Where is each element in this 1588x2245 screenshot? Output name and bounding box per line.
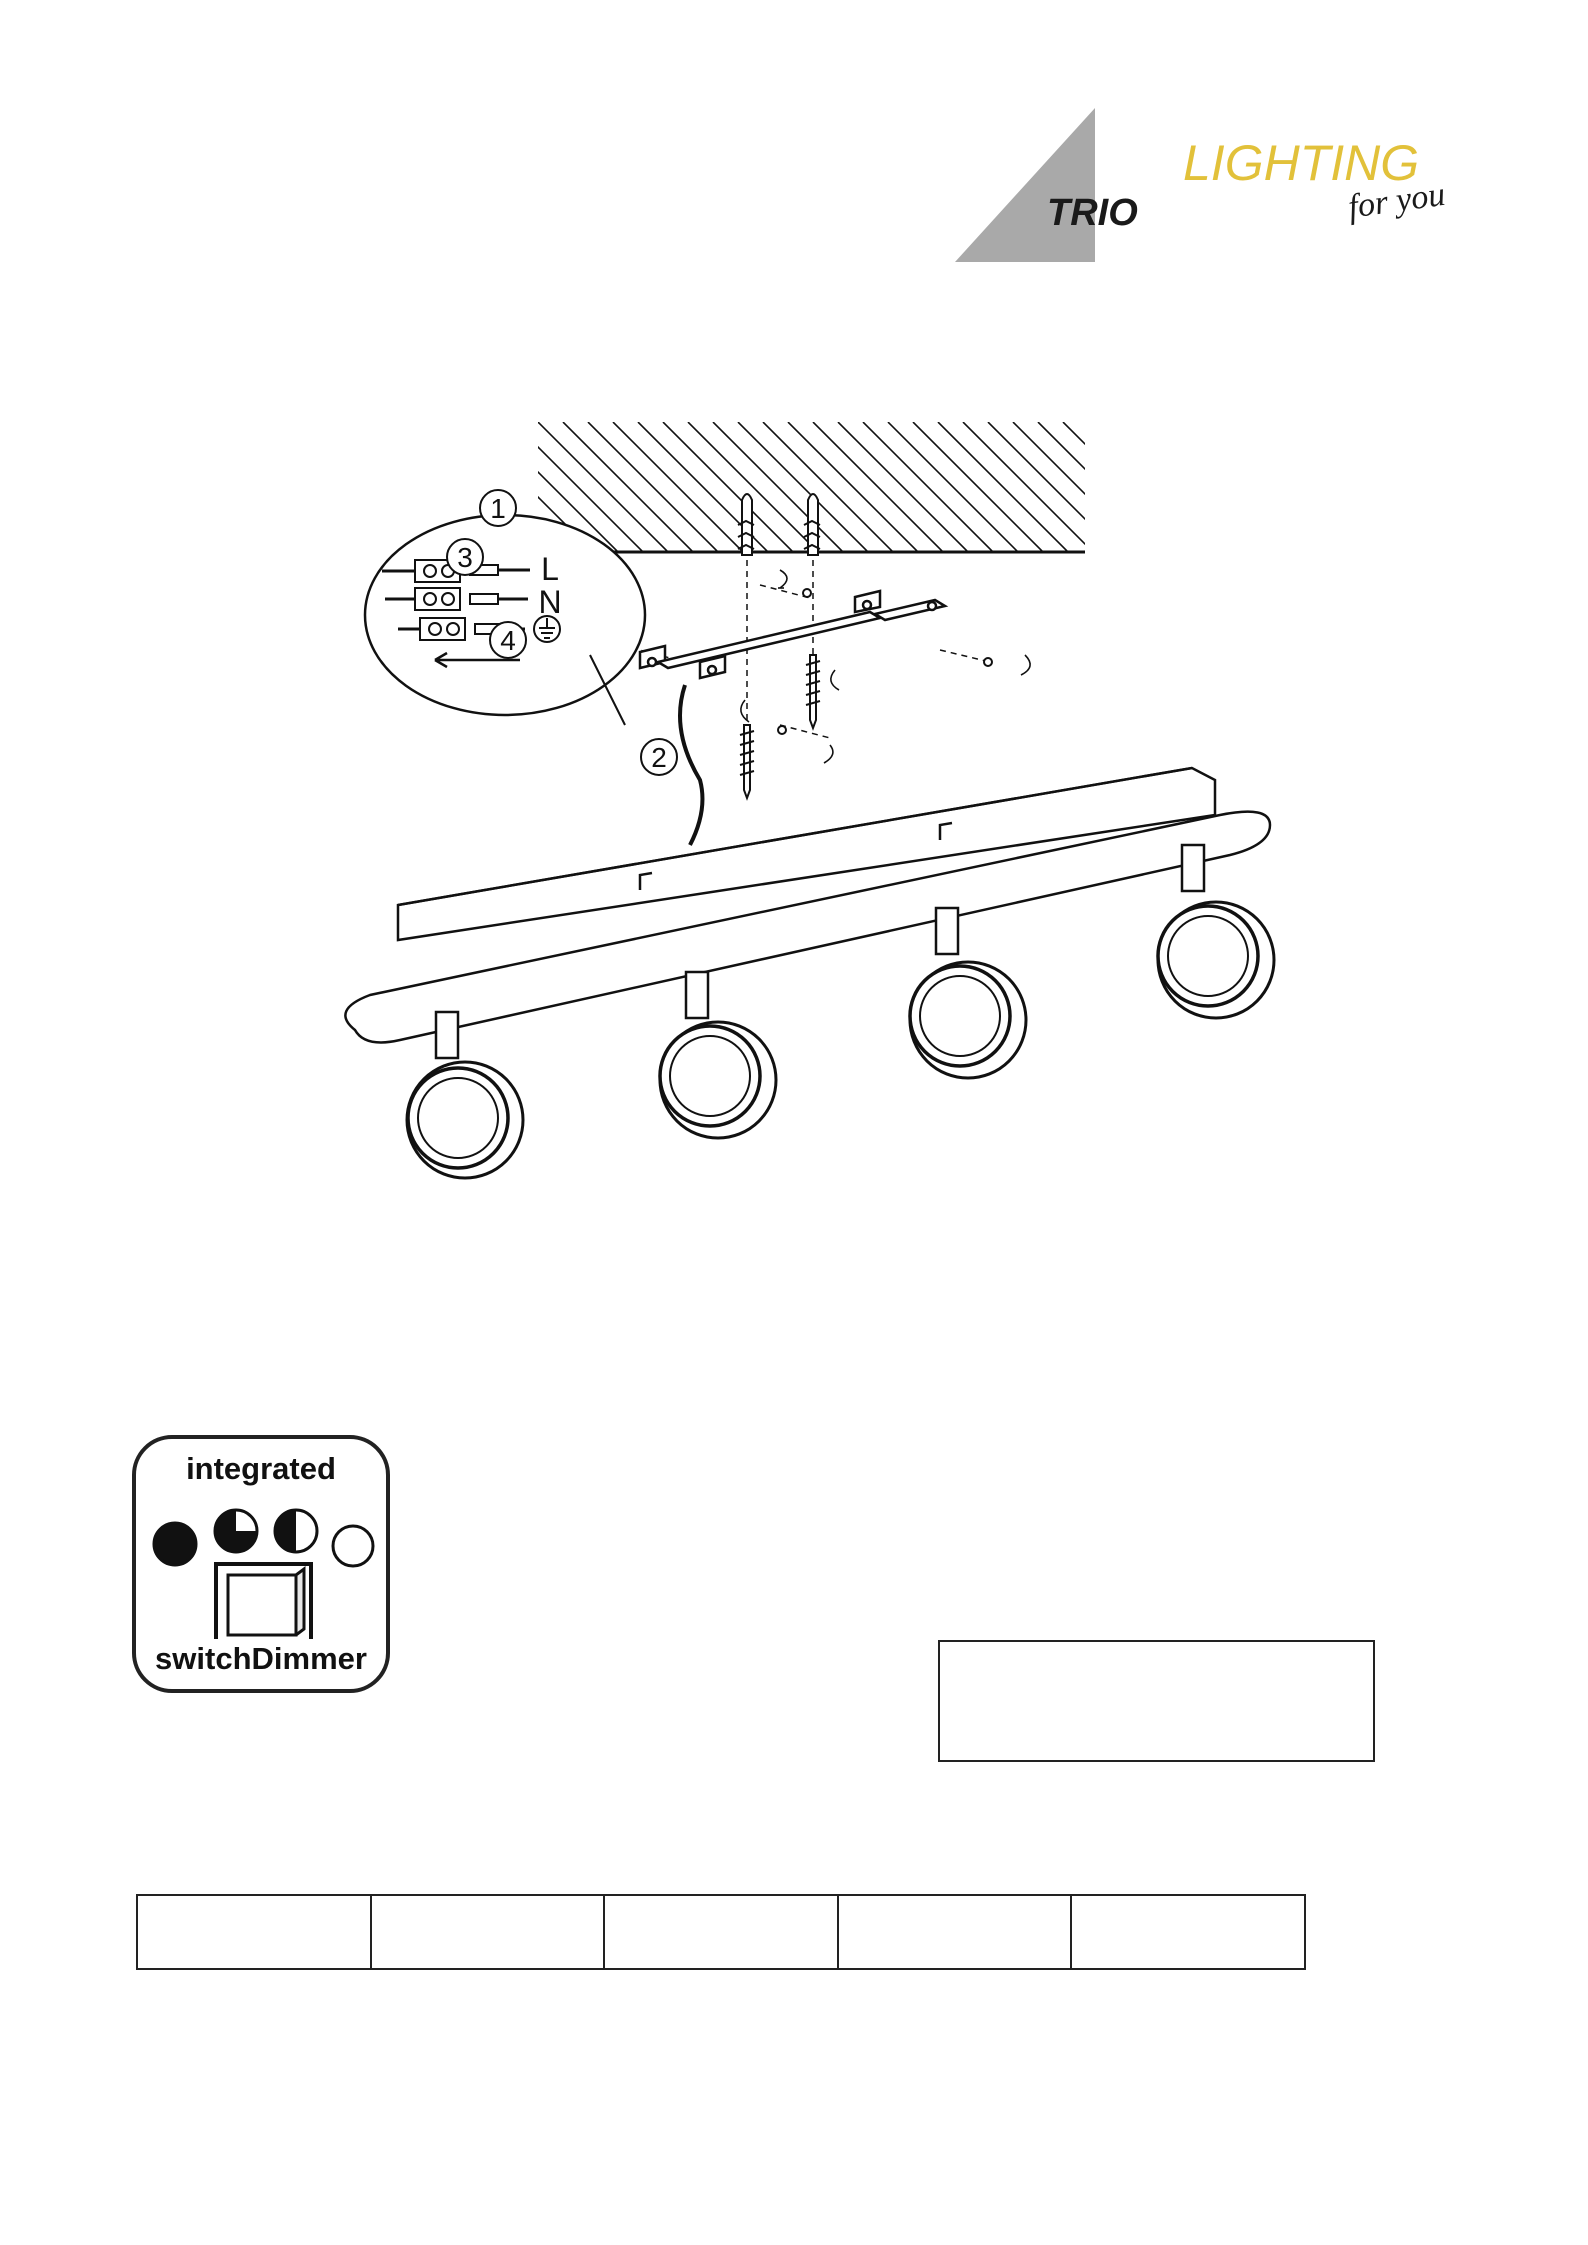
full-circle-icon — [154, 1523, 196, 1565]
logo-triangle — [955, 108, 1095, 262]
spec-table — [136, 1894, 1306, 1970]
step-3-label: 3 — [457, 542, 473, 573]
logo-tagline-main: LIGHTING — [1183, 135, 1420, 191]
spotlight — [1158, 845, 1274, 1018]
wiring-terminal — [365, 515, 645, 725]
step-1-label: 1 — [490, 493, 506, 524]
table-cell — [137, 1895, 371, 1969]
table-cell — [1071, 1895, 1305, 1969]
table-cell — [838, 1895, 1072, 1969]
switch-icon — [216, 1564, 311, 1639]
logo-brand-name: TRIO — [1047, 192, 1138, 234]
dimmer-icons — [136, 1489, 386, 1639]
live-label: L — [541, 551, 559, 587]
spotlight — [660, 972, 776, 1138]
mounting-bracket — [640, 591, 945, 678]
table-row — [137, 1895, 1305, 1969]
blank-info-box — [938, 1640, 1375, 1762]
step-4-label: 4 — [500, 625, 516, 656]
installation-diagram — [340, 400, 1340, 1230]
neutral-label: N — [538, 584, 562, 620]
empty-circle-icon — [333, 1526, 373, 1566]
table-cell — [604, 1895, 838, 1969]
lamp-rail — [345, 768, 1270, 1042]
table-cell — [371, 1895, 605, 1969]
badge-top-label: integrated — [186, 1451, 336, 1486]
step-2-label: 2 — [651, 742, 667, 773]
spotlight — [910, 908, 1026, 1078]
switch-dimmer-badge — [132, 1435, 390, 1693]
half-circle-icon — [275, 1510, 317, 1552]
supply-cable — [680, 685, 702, 845]
logo-tagline-sub: for you — [1345, 175, 1448, 226]
three-quarter-circle-icon — [215, 1510, 257, 1552]
wall-plug — [738, 494, 820, 555]
trio-lighting-logo — [955, 100, 1475, 270]
spotlight — [407, 1012, 523, 1178]
badge-bottom-label: switchDimmer — [155, 1641, 367, 1676]
